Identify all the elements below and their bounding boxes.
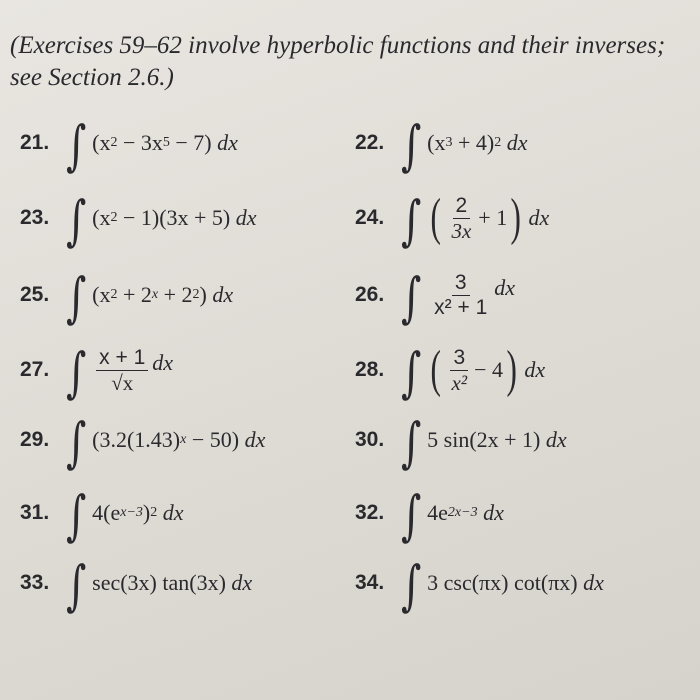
integral-sign-icon: ∫ — [65, 114, 87, 177]
exercise-number: 28. — [355, 358, 385, 381]
numerator: 3 — [450, 346, 468, 371]
integral-expression — [65, 341, 174, 404]
differential: dx — [235, 205, 257, 230]
left-paren: ( — [430, 189, 442, 246]
exercise-30 — [355, 410, 567, 474]
numerator: x + 1 — [96, 346, 148, 371]
exercise-number: 22. — [355, 131, 385, 154]
exercise-number: 23. — [20, 206, 50, 229]
exercise-28 — [355, 340, 546, 404]
fraction — [448, 346, 470, 395]
exercise-26 — [355, 265, 516, 329]
integral-sign-icon: ∫ — [400, 266, 422, 329]
exercise-number: 27. — [20, 358, 50, 381]
differential: dx — [231, 570, 253, 595]
exercise-32 — [355, 483, 504, 547]
differential: dx — [528, 205, 550, 230]
exercise-21 — [20, 113, 238, 177]
exercise-number: 21. — [20, 131, 50, 154]
integral-sign-icon: ∫ — [65, 554, 87, 617]
exercise-23 — [20, 188, 257, 252]
numerator: 2 — [453, 194, 471, 219]
right-paren: ) — [506, 341, 517, 398]
exercise-34 — [355, 553, 604, 617]
differential: dx — [545, 427, 567, 452]
exercise-33 — [20, 553, 253, 617]
integral-expression — [400, 266, 516, 329]
exercise-24 — [355, 188, 550, 252]
integral-sign-icon: ∫ — [65, 411, 87, 474]
differential: dx — [217, 130, 238, 155]
integral-expression: ∫ ( $\frac{3}{\text{x²}}$ − 4 ) dx — [400, 341, 546, 404]
differential: dx — [152, 350, 174, 375]
exercise-number: 30. — [355, 428, 385, 451]
integral-sign-icon: ∫ — [400, 189, 422, 252]
integral-sign-icon: ∫ — [400, 554, 422, 617]
differential: dx — [583, 570, 604, 595]
differential: dx — [524, 357, 546, 382]
integral-sign-icon: ∫ — [65, 484, 87, 547]
exercise-number: 24. — [355, 206, 385, 229]
integral-expression: ∫ 5 sin(2x + 1) dx — [400, 411, 567, 474]
integral-sign-icon: ∫ — [65, 189, 87, 252]
integral-expression: ∫ sec(3x) tan(3x) dx — [65, 554, 253, 617]
differential: dx — [483, 500, 504, 525]
fraction — [96, 346, 148, 395]
exercise-27 — [20, 340, 174, 404]
exercise-number: 34. — [355, 571, 385, 594]
denominator: x² — [451, 370, 468, 395]
fraction — [431, 271, 490, 320]
differential: dx — [162, 500, 184, 525]
integral-expression: ∫ (x 3 + 4) 2 dx — [400, 114, 528, 177]
exercise-number: 29. — [20, 428, 50, 451]
exercise-number: 33. — [20, 571, 50, 594]
denominator: √x — [111, 370, 134, 395]
instructions-note — [10, 30, 690, 94]
exercise-25 — [20, 265, 234, 329]
fraction — [448, 194, 474, 243]
left-paren: ( — [430, 341, 442, 398]
integral-expression: ∫ 4(e x−3 ) 2 dx — [65, 484, 184, 547]
instructions-line-1: (Exercises 59–62 involve hyperbolic functions and their inverses; — [10, 32, 666, 59]
differential: dx — [494, 275, 516, 300]
exercise-number: 26. — [355, 283, 385, 306]
exercise-29 — [20, 410, 266, 474]
integral-expression: ∫ (x 2 − 3x 5 − 7) dx — [65, 114, 238, 177]
denominator: 3x — [451, 218, 472, 243]
integral-sign-icon: ∫ — [400, 341, 422, 404]
integral-sign-icon: ∫ — [400, 484, 422, 547]
integral-sign-icon: ∫ — [65, 341, 87, 404]
right-paren: ) — [510, 189, 522, 246]
differential: dx — [212, 282, 234, 307]
denominator: x² + 1 — [434, 295, 488, 319]
instructions-line-2: see Section 2.6.) — [10, 64, 174, 91]
numerator: 3 — [452, 271, 470, 296]
integral-sign-icon: ∫ — [400, 411, 422, 474]
integral-expression: ∫ (3.2(1.43) x − 50) dx — [65, 411, 266, 474]
integral-sign-icon: ∫ — [400, 114, 422, 177]
exercise-22 — [355, 113, 528, 177]
differential: dx — [244, 427, 266, 452]
differential: dx — [506, 130, 528, 155]
integral-sign-icon: ∫ — [65, 266, 87, 329]
exercise-number: 31. — [20, 501, 50, 524]
integral-expression: ∫ ( $\frac{2}{3x}$ + 1 ) dx — [400, 189, 550, 252]
integral-expression: ∫ 3 csc(πx) cot(πx) dx — [400, 554, 604, 617]
integral-expression: ∫ (x 2 − 1)(3x + 5) dx — [65, 189, 257, 252]
integral-expression: ∫ (x 2 + 2 x + 2 2 ) dx — [65, 266, 234, 329]
exercise-number: 32. — [355, 501, 385, 524]
exercise-31 — [20, 483, 184, 547]
integral-expression: ∫ 4e 2x−3 dx — [400, 484, 504, 547]
exercise-number: 25. — [20, 283, 50, 306]
